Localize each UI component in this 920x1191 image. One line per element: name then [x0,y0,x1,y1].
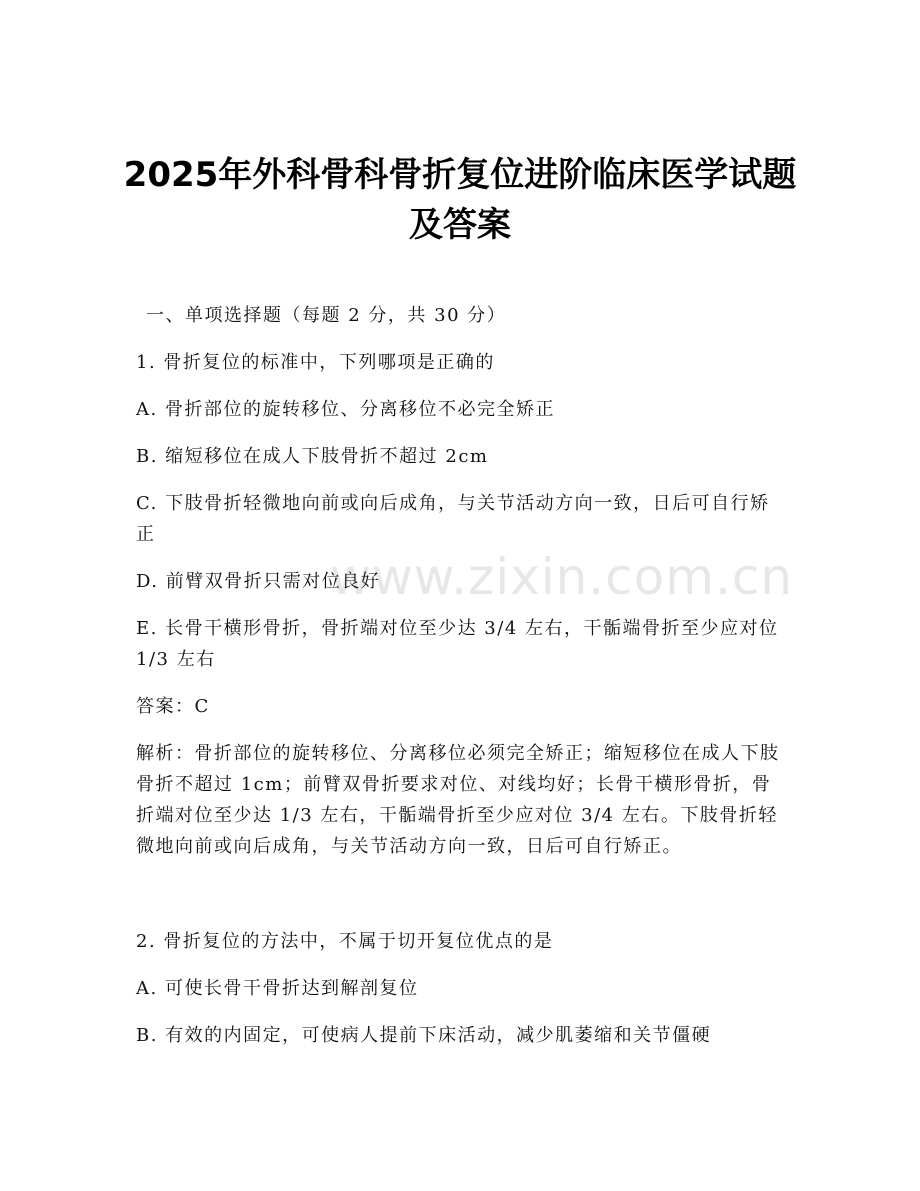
question-1-explanation: 解析：骨折部位的旋转移位、分离移位必须完全矫正；缩短移位在成人下肢骨折不超过 1cm；前臂双骨折要求对位、对线均好；长骨干横形骨折，骨折端对位至少达 1/3 左右，干骺端骨折至少应对位 3/4 左右。下肢骨折轻微地向前或向后成角，与关节活动方向一致，日后可自行矫正。 [136,743,780,857]
question-1-option-e: E. 长骨干横形骨折，骨折端对位至少达 3/4 左右，干骺端骨折至少应对位 1/3 左右 [136,618,779,670]
document-title [60,150,860,250]
question-2-option-a: A. 可使长骨干骨折达到解剖复位 [136,978,419,999]
title-line-1: 2025年外科骨科骨折复位进阶临床医学试题 [123,155,797,195]
question-1-option-d: D. 前臂双骨折只需对位良好 [136,571,381,592]
question-1-option-a: A. 骨折部位的旋转移位、分离移位不必完全矫正 [136,399,555,420]
question-1-answer: 答案：C [136,696,210,717]
question-1-option-b: B. 缩短移位在成人下肢骨折不超过 2cm [136,446,489,467]
question-1-stem: 1. 骨折复位的标准中，下列哪项是正确的 [136,352,495,373]
watermark-text: www.zixin.com.cn [330,548,794,606]
question-1-option-c: C. 下肢骨折轻微地向前或向后成角，与关节活动方向一致，日后可自行矫正 [136,493,770,545]
section-heading: 一、单项选择题（每题 2 分，共 30 分） [146,305,507,326]
document-body [136,300,786,1067]
title-line-2: 及答案 [409,205,511,245]
question-2-option-b: B. 有效的内固定，可使病人提前下床活动，减少肌萎缩和关节僵硬 [136,1025,712,1046]
question-2-stem: 2. 骨折复位的方法中，不属于切开复位优点的是 [136,931,554,952]
